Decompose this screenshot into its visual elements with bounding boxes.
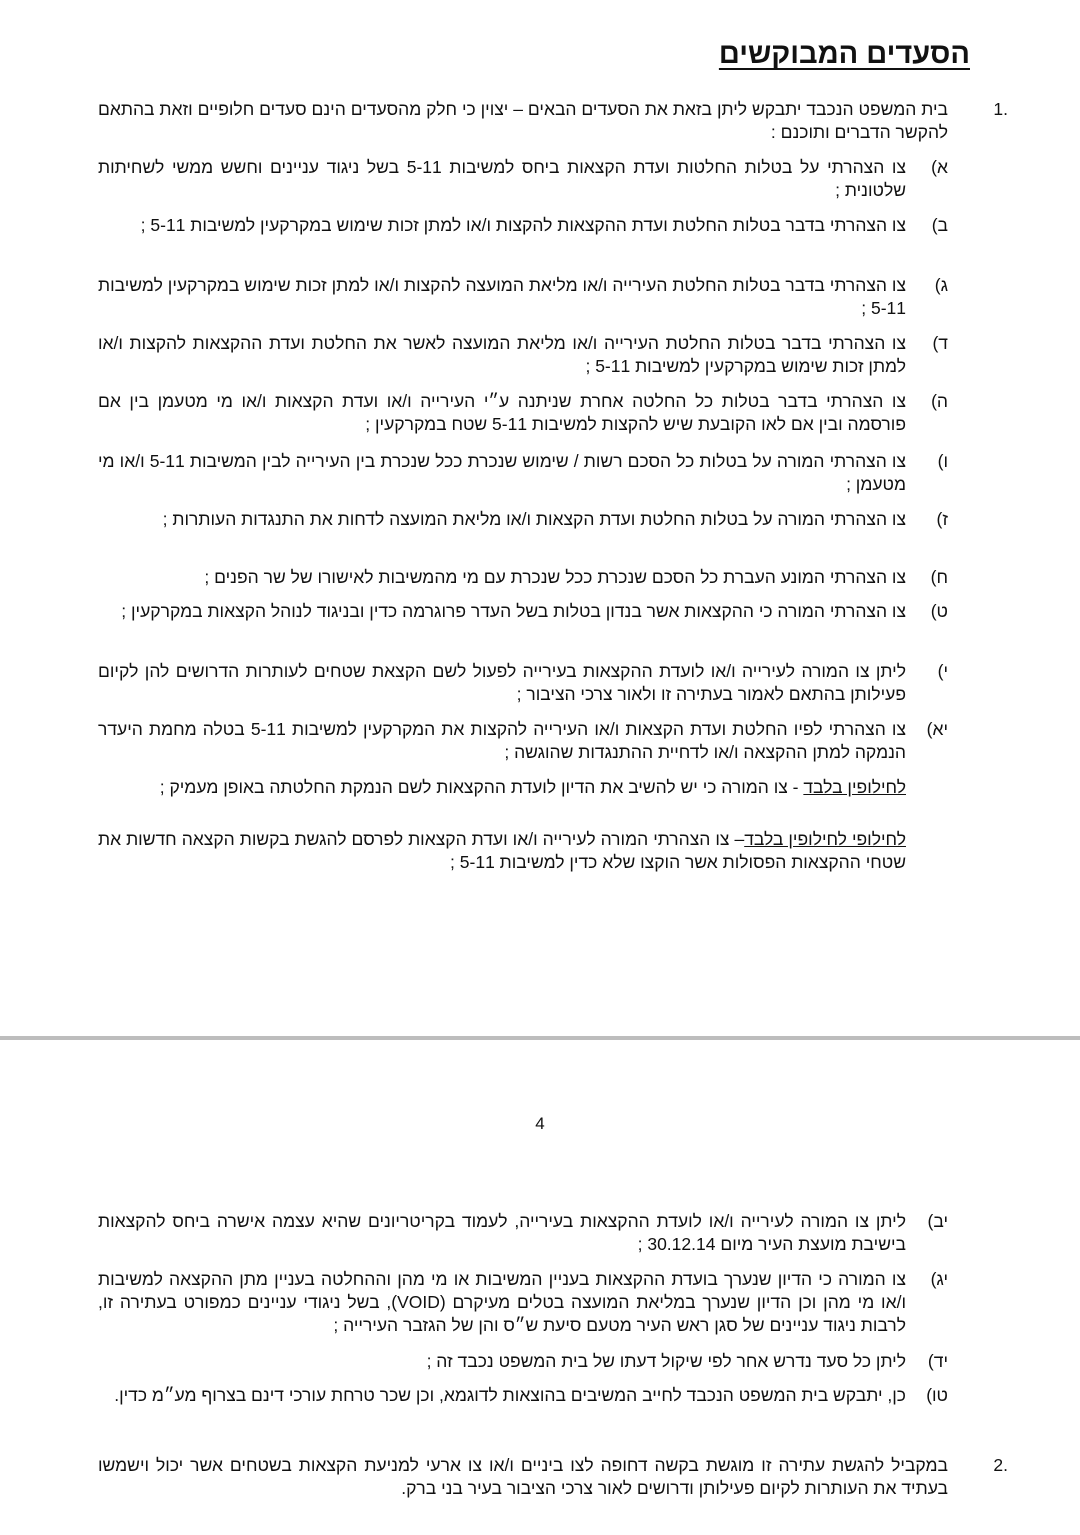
- item-label: ח): [930, 567, 948, 587]
- item-label: ט): [930, 601, 948, 621]
- relief-item-i: [98, 600, 948, 623]
- relief-item-o: [98, 1384, 948, 1407]
- alternative-text: - צו המורה כי יש להשיב את הדיון לועדת ההקצאות לשם הנמקת החלטתה באופן מעמיק ;: [159, 777, 804, 797]
- item-label: טו): [926, 1385, 948, 1405]
- relief-item-m: [98, 1268, 948, 1337]
- item-label: יא): [926, 719, 948, 739]
- alternative-heading: לחילופין בלבד: [803, 777, 906, 797]
- document-page-4: [0, 1040, 1080, 1535]
- item-text: צו הצהרתי המורה על בטלות החלטת ועדת הקצאות ו/או מליאת המועצה לדחות את התנגדות העותרות ;: [162, 509, 906, 529]
- item-text: צו הצהרתי המורה על בטלות כל הסכם רשות / שימוש שנכרת ככל שנכרת בין העירייה לבין המשיבות 5-11 ו/או מי מטעמן ;: [98, 451, 906, 494]
- item-text: צו הצהרתי בדבר בטלות כל החלטה אחרת שניתנה ע״י העירייה ו/או ועדת הקצאות ו/או מי מטעמן בין אם פורסמה ובין אם לאו הקובעת שיש להקצות למשיבות 5-11 שטח במקרקעין ;: [98, 391, 906, 434]
- alternative-relief-1: [98, 776, 906, 799]
- alternative-text: – צו הצהרתי המורה לעירייה ו/או ועדת הקצאות לפרסם להגשת בקשות הקצאה חדשות את שטחי ההקצאות הפסולות אשר הוקצו שלא כדין למשיבות 5-11 ;: [98, 829, 906, 872]
- item-text: כן, יתבקש בית המשפט הנכבד לחייב המשיבים בהוצאות לדוגמא, וכן שכר טרחת עורכי דינם בצרוף מע״מ כדין.: [114, 1385, 906, 1405]
- relief-item-c: [98, 274, 948, 320]
- relief-item-n: [98, 1350, 948, 1373]
- paragraph-number: 2.: [993, 1455, 1008, 1475]
- paragraph-2: [98, 1454, 1008, 1500]
- item-label: ד): [932, 333, 948, 353]
- item-label: יג): [930, 1269, 948, 1289]
- item-label: ז): [936, 509, 948, 529]
- section-title: הסעדים המבוקשים: [718, 38, 970, 70]
- item-text: צו המורה כי הדיון שנערך בועדת ההקצאות בעניין המשיבות או מי מהן וההחלטה בעניין מתן ההקצאה למשיבות ו/או מי מהן וכן הדיון שנערך במליאת המועצה בטלים מעיקרם (VOID), בשל ניגודי עניינים כמפורט בעתירה זו, לרבות ניגוד עניינים של סגן ראש העיר מטעם סיעת ש״ס והן של הגזבר העירייה ;: [98, 1269, 906, 1335]
- item-label: ב): [931, 215, 948, 235]
- paragraph-text: בית המשפט הנכבד יתבקש ליתן בזאת את הסעדים הבאים – יצוין כי חלק מהסעדים הינם סעדים חלופיים וזאת בהתאם להקשר הדברים ותוכנם :: [98, 99, 948, 142]
- item-text: צו הצהרתי המונע העברת כל הסכם שנכרת ככל שנכרת עם מי מהמשיבות לאישורו של שר הפנים ;: [204, 567, 906, 587]
- item-text: צו הצהרתי לפיו החלטת ועדת הקצאות ו/או העירייה להקצות את המקרקעין למשיבות 5-11 בטלה מחמת היעדר הנמקה למתן ההקצאה ו/או לדחיית ההתנגדות שהוגשה ;: [98, 719, 906, 762]
- item-text: צו הצהרתי בדבר בטלות החלטת העירייה ו/או מליאת המועצה לאשר את החלטת ועדת ההקצאות להקצות ו/או למתן זכות שימוש במקרקעין למשיבות 5-11 ;: [98, 333, 906, 376]
- relief-item-j: [98, 660, 948, 706]
- item-label: יב): [927, 1211, 948, 1231]
- page-number: 4: [535, 1114, 545, 1133]
- relief-item-a: [98, 156, 948, 202]
- item-text: ליתן כל סעד נדרש אחר לפי שיקול דעתו של בית המשפט נכבד זה ;: [426, 1351, 906, 1371]
- paragraph-text: במקביל להגשת עתירה זו מוגשת בקשה דחופה לצו ביניים ו/או צו ארעי למניעת הקצאות בשטחים אשר יכול וישמשו בעתיד את העותרות לקיום פעילותן ודרושים לאור צרכי הציבור בעיר בני ברק.: [98, 1455, 948, 1498]
- item-text: צו הצהרתי המורה כי ההקצאות אשר בנדון בטלות בשל העדר פרוגרמה כדין ובניגוד לנוהל הקצאות במקרקעין ;: [121, 601, 906, 621]
- relief-item-b: [98, 214, 948, 237]
- item-text: ליתן צו המורה לעירייה ו/או לועדת ההקצאות בעירייה לפעול לשם הקצאת שטחים לעותרות הדרושים להן לקיום פעילותן בהתאם לאמור בעתירה זו ולאור צרכי הציבור ;: [98, 661, 906, 704]
- paragraph-1: [98, 98, 1008, 144]
- item-label: ה): [931, 391, 948, 411]
- item-label: א): [931, 157, 948, 177]
- item-text: ליתן צו המורה לעירייה ו/או לועדת ההקצאות בעירייה, לעמוד בקריטריונים שהיא עצמה אישרה ביחס להקצאות בישיבת מועצת העיר מיום 30.12.14 ;: [98, 1211, 906, 1254]
- relief-item-k: [98, 718, 948, 764]
- item-text: צו הצהרתי בדבר בטלות החלטת העירייה ו/או מליאת המועצה להקצות ו/או למתן זכות שימוש במקרקעין למשיבות 5-11 ;: [98, 275, 906, 318]
- relief-item-h: [98, 566, 948, 589]
- alternative-heading: לחילופי לחילופין בלבד: [744, 829, 906, 849]
- item-label: י): [937, 661, 948, 681]
- relief-item-g: [98, 508, 948, 531]
- relief-item-l: [98, 1210, 948, 1256]
- item-label: ו): [937, 451, 948, 471]
- item-label: ג): [934, 275, 948, 295]
- item-text: צו הצהרתי על בטלות החלטות ועדת הקצאות ביחס למשיבות 5-11 בשל ניגוד עניינים וחשש ממשי לשחיתות שלטונית ;: [98, 157, 906, 200]
- paragraph-number: 1.: [993, 99, 1008, 119]
- relief-item-f: [98, 450, 948, 496]
- item-label: יד): [927, 1351, 948, 1371]
- alternative-relief-2: [98, 828, 906, 874]
- item-text: צו הצהרתי בדבר בטלות החלטת ועדת ההקצאות להקצות ו/או למתן זכות שימוש במקרקעין למשיבות 5-11 ;: [140, 215, 906, 235]
- relief-item-e: [98, 390, 948, 436]
- relief-item-d: [98, 332, 948, 378]
